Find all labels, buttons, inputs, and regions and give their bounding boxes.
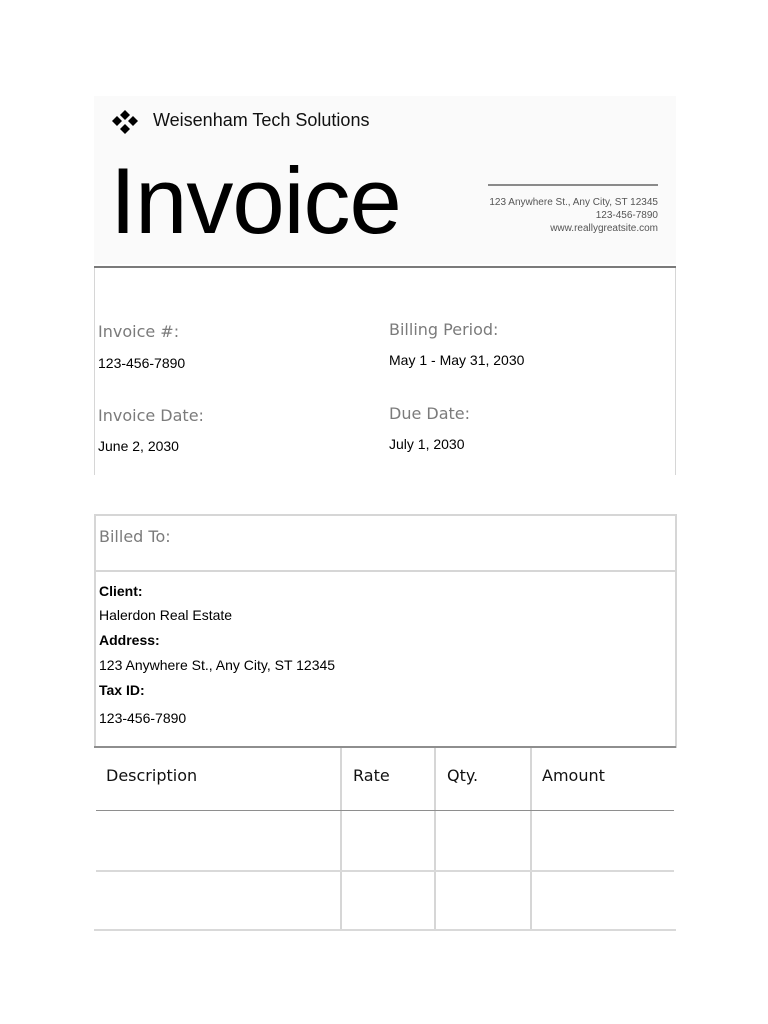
company-website: www.reallygreatsite.com (550, 223, 658, 234)
billed-to-heading: Billed To: (99, 527, 171, 546)
table-top-border (94, 746, 676, 748)
tax-id-label: Tax ID: (99, 682, 145, 698)
column-header-description: Description (106, 766, 198, 785)
client-label: Client: (99, 583, 143, 599)
table-bottom-border (94, 929, 676, 931)
address-label: Address: (99, 632, 160, 648)
due-date-value: July 1, 2030 (389, 436, 465, 452)
table-row (96, 812, 674, 870)
invoice-info-section (94, 268, 676, 475)
invoice-date-label: Invoice Date: (98, 406, 204, 425)
column-header-qty: Qty. (447, 766, 479, 785)
billing-period-value: May 1 - May 31, 2030 (389, 352, 525, 368)
contact-divider (488, 184, 658, 186)
company-name: Weisenham Tech Solutions (153, 110, 370, 130)
invoice-number-label: Invoice #: (98, 322, 180, 341)
billing-period-label: Billing Period: (389, 320, 499, 339)
billed-to-divider (94, 570, 677, 572)
table-header-border (96, 810, 674, 811)
column-header-amount: Amount (542, 766, 605, 785)
invoice-date-value: June 2, 2030 (98, 438, 179, 454)
column-header-rate: Rate (353, 766, 390, 785)
client-value: Halerdon Real Estate (99, 607, 233, 623)
diamond-cluster-icon (110, 110, 140, 134)
invoice-number-value: 123-456-7890 (98, 355, 186, 371)
tax-id-value: 123-456-7890 (99, 710, 187, 726)
table-row (96, 872, 674, 929)
due-date-label: Due Date: (389, 404, 471, 423)
page-title: Invoice (110, 148, 401, 253)
company-phone: 123-456-7890 (595, 210, 658, 221)
company-address: 123 Anywhere St., Any City, ST 12345 (489, 197, 658, 208)
address-value: 123 Anywhere St., Any City, ST 12345 (99, 657, 336, 673)
